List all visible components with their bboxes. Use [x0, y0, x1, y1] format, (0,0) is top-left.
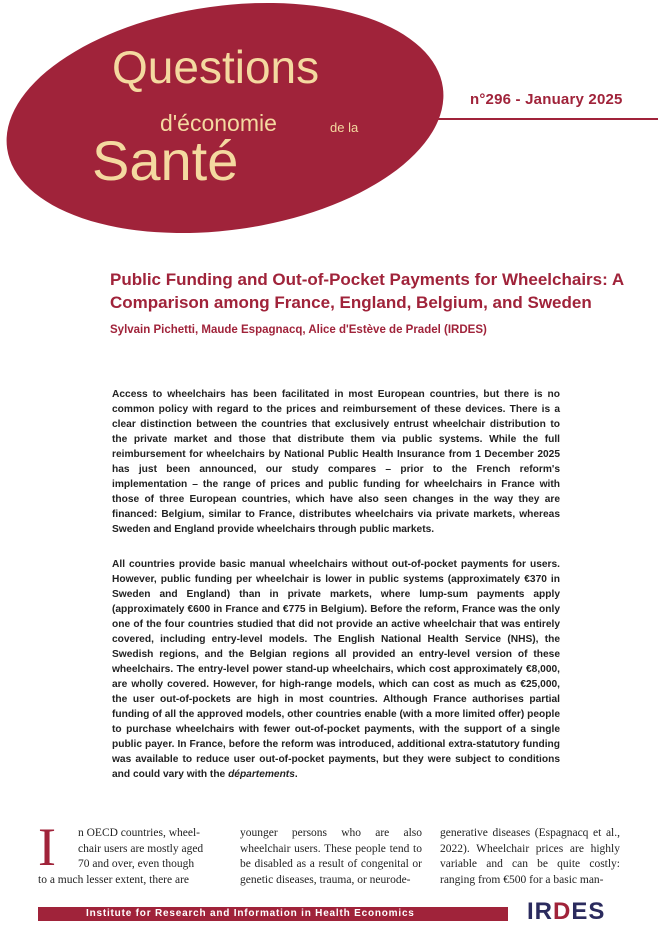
logo-economie: d'économie [160, 110, 277, 136]
article-title: Public Funding and Out-of-Pocket Payments for Wheelchairs: A Comparison among France, England, Belgium, and Sweden [110, 270, 624, 312]
drop-cap: I [38, 817, 56, 877]
abstract-paragraph-2 [112, 557, 560, 782]
abstract-paragraph-1 [112, 387, 560, 537]
article-authors: Sylvain Pichetti, Maude Espagnacq, Alice d'Estève de Pradel (IRDES) [110, 324, 487, 336]
header-rule [305, 118, 658, 120]
body-column-1 [38, 826, 225, 888]
abstract-p2-italic: départements [228, 769, 295, 780]
irdes-logo [527, 898, 605, 926]
abstract-p2-text [112, 557, 560, 782]
logo-de-la: de la [330, 120, 359, 135]
col1-line1: n OECD countries, wheel- [78, 827, 200, 839]
abstract-p1-text: Access to wheelchairs has been facilitated in most European countries, but there is no common policy with regard to the prices and reimbursement of these devices. There is a clear distinction between the countries that exclusively entrust wheelchair distribution to the private market and those that distribute them via public systems. While the full reimbursement for wheelchairs by National Public Health Insurance from 1 December 2025 has just been announced, our study compares – prior to the French reform's implementation – the range of prices and public funding for wheelchairs in France with those of three European countries, which have also seen changes in the way they are financed: Belgium, similar to France, distributes wheelchairs via private markets, whereas Sweden and England provide wheelchairs through public markets. [112, 389, 560, 535]
col1-line2: chair users are mostly aged [78, 842, 204, 855]
body-column-3: generative diseases (Espagnacq et al., 2022). Wheelchair prices are highly variable and can be quite costly: ranging from €500 for a basic man- [440, 827, 620, 886]
col1-line3: 70 and over, even though [78, 858, 195, 871]
logo-questions: Questions [112, 41, 320, 93]
irdes-logo-d: D [553, 898, 572, 925]
issue-number: n°296 - January 2025 [470, 91, 623, 108]
abstract-p2-end: . [294, 769, 298, 780]
abstract-p2-main: All countries provide basic manual wheelchairs without out-of-pocket payments for users. However, public funding per wheelchair is lower in public systems (approximately €370 in Sweden and England) than in private markets, where lump-sum payments apply (approximately €600 in France and €775 in Belgium). Before the reform, France was the only one of the four countries studied that did not provide an active wheelchair that was entirely covered, including entry-level models. The English National Health Service (NHS), the Swedish regions, and the Belgian regions all provided an entry-level version of these wheelchairs. The entry-level power stand-up wheelchairs, which cost approximately €8,000, are wholly covered. However, for high-range models, which can cost as much as €25,000, the user out-of-pockets are high in most countries. Although France authorises partial funding of all the approved models, other countries enable (with a more limited offer) people to purchase wheelchairs with fewer out-of-pocket payments, with the support of a single public payer. In France, before the reform was introduced, additional extra-statutory funding was available to reduce user out-of-pocket payments, but they were subject to conditions and could vary with the [112, 559, 560, 780]
footer-institute: Institute for Research and Information in Health Economics [86, 908, 415, 919]
irdes-logo-es: ES [571, 898, 606, 925]
logo-sante: Santé [92, 129, 239, 192]
col1-line4: to a much lesser extent, there are [38, 873, 190, 886]
body-column-2: younger persons who are also wheelchair users. These people tend to be disabled as a result of congenital or genetic diseases, trauma, or neurode- [240, 827, 422, 886]
irdes-logo-ir: IR [527, 898, 553, 925]
